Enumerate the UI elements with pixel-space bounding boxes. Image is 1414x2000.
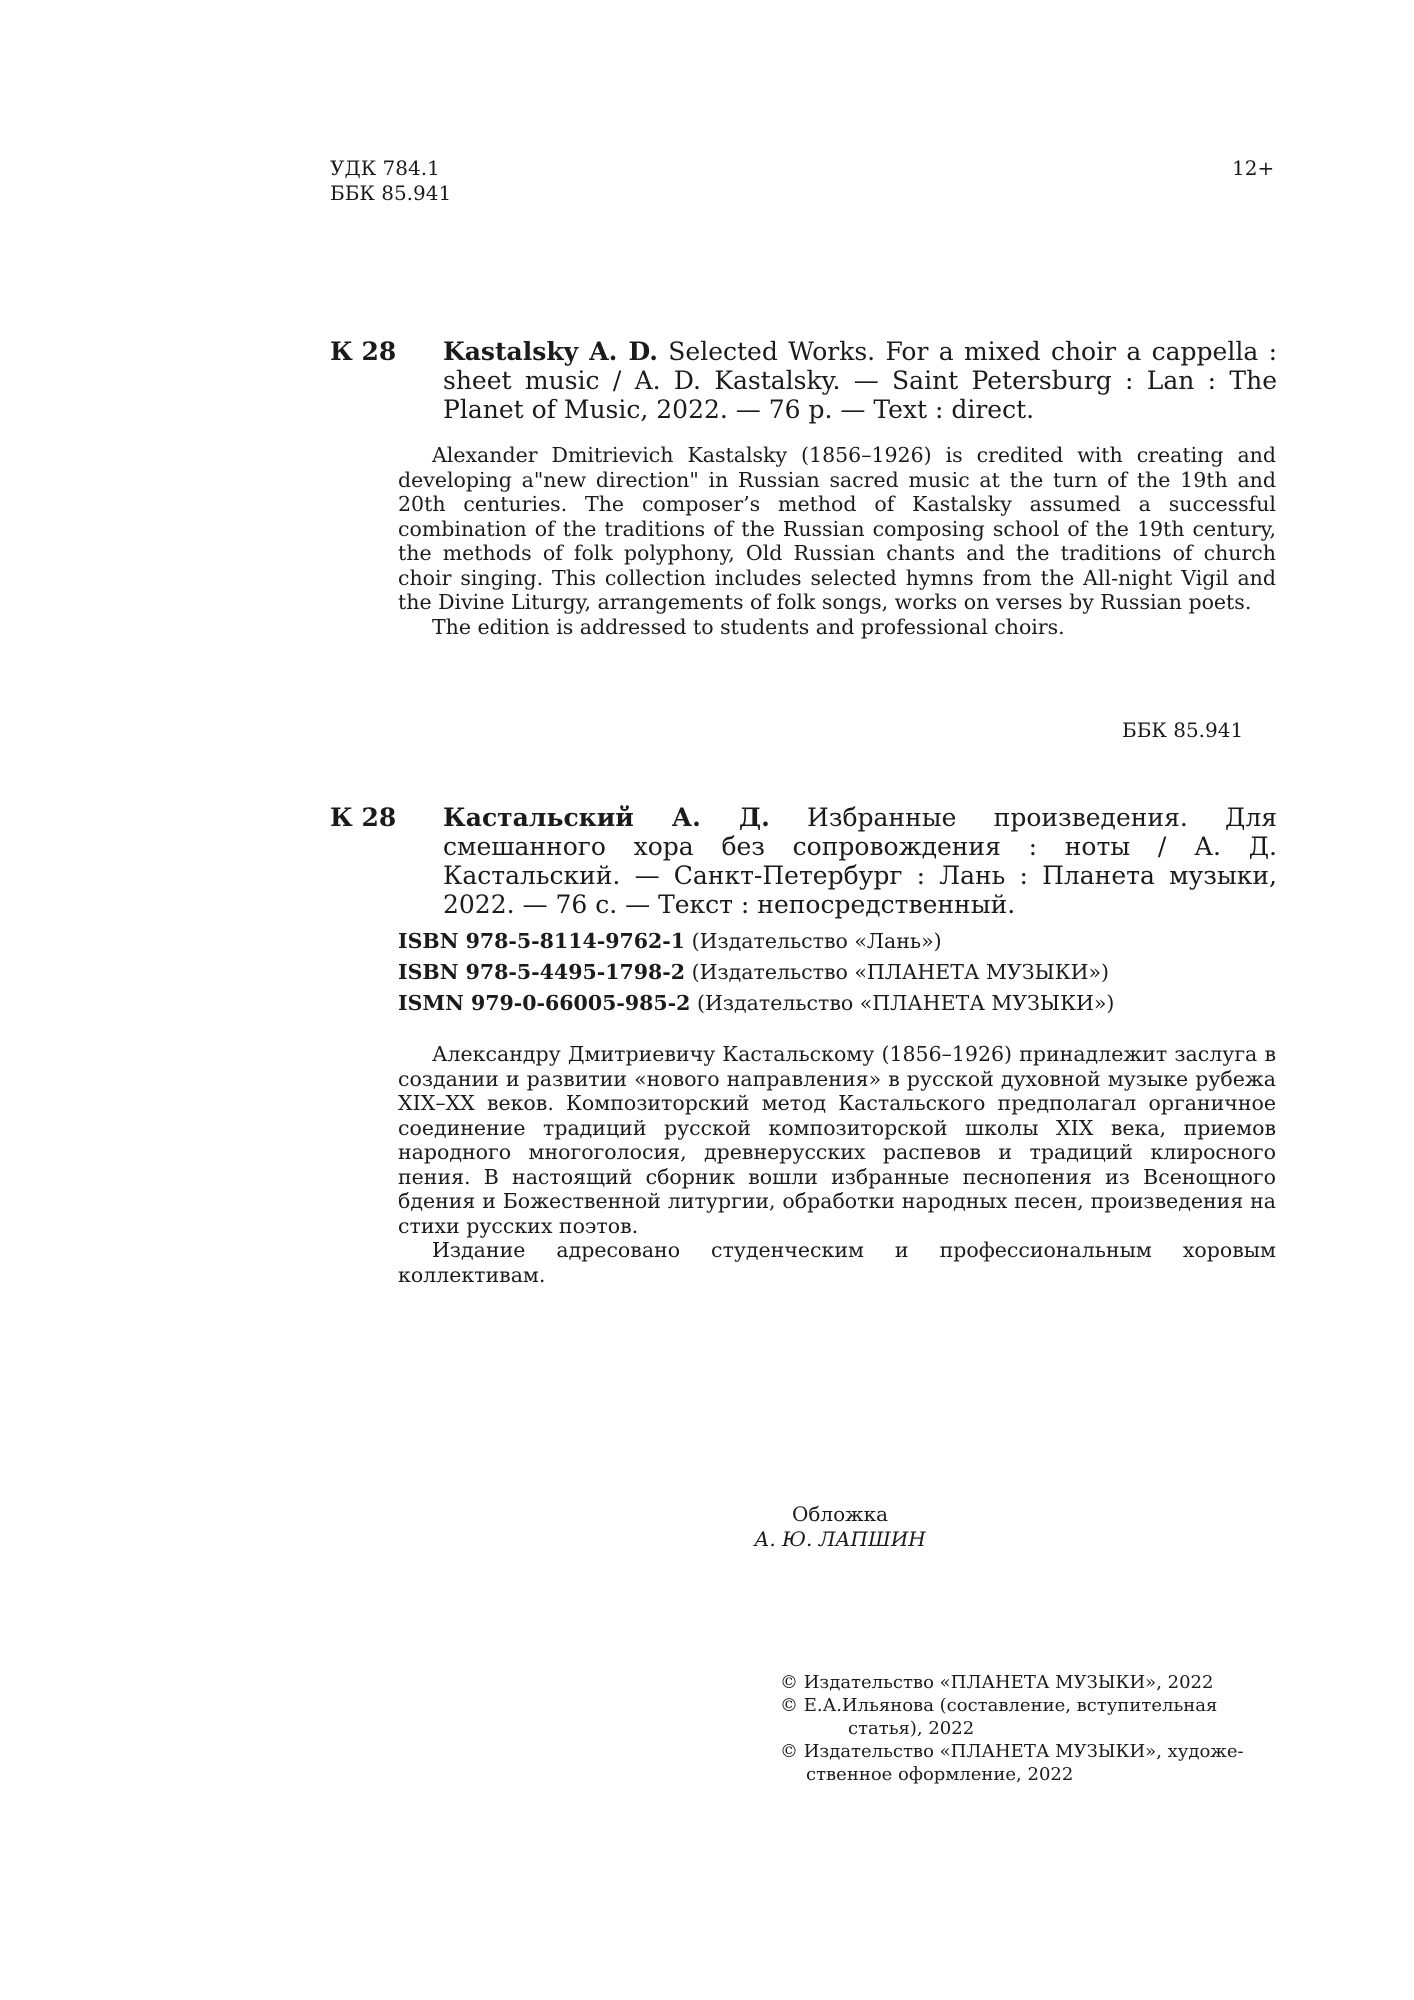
english-entry <box>330 337 1277 424</box>
russian-entry <box>330 803 1277 919</box>
cover-designer: А. Ю. ЛАПШИН <box>754 1527 926 1551</box>
isbn-publisher: (Издательство «Лань») <box>691 929 942 953</box>
bbk-right: ББК 85.941 <box>1122 718 1244 742</box>
russian-abstract-block <box>398 1042 1276 1287</box>
isbn-line <box>398 957 1114 988</box>
russian-audience: Издание адресовано студенческим и профессиональным хоровым коллективам. <box>398 1238 1276 1287</box>
english-audience: The edition is addressed to students and professional choirs. <box>432 614 1065 639</box>
russian-citation <box>443 803 1277 919</box>
english-author: Kastalsky A. D. <box>443 337 658 366</box>
english-abstract-block <box>398 443 1276 639</box>
russian-citation-text: Избранные произведения. Для смешанного хора без сопровождения : ноты / А. Д. Кастальский. — Санкт-Петербург : Лань : Планета музыки, 2022. — 76 с. — Текст : непосредственный. <box>443 803 1278 919</box>
english-abstract: Alexander Dmitrievich Kastalsky (1856–1926) is credited with creating and developing a"new direction" in Russian sacred music at the turn of the 19th and 20th centuries. The composer’s method of Kastalsky assumed a successful combination of the traditions of the Russian composing school of the 19th century, the methods of folk polyphony, Old Russian chants and the traditions of church choir singing. This collection includes selected hymns from the All-night Vigil and the Divine Liturgy, arrangements of folk songs, works on verses by Russian poets. <box>398 443 1276 614</box>
ismn-publisher: (Издательство «ПЛАНЕТА МУЗЫКИ») <box>696 991 1115 1015</box>
copyright-line: © Издательство «ПЛАНЕТА МУЗЫКИ», 2022 <box>780 1672 1214 1693</box>
english-citation-text: Selected Works. For a mixed choir a cappella : sheet music / A. D. Kastalsky. — Saint Petersburg : Lan : The Planet of Music, 2022. — 76 p. — Text : direct. <box>443 337 1277 424</box>
copyright-line-cont: статья), 2022 <box>848 1718 975 1739</box>
cover-credit <box>690 1502 990 1552</box>
entry-code-ru: К 28 <box>330 803 397 832</box>
copyright-line: © Издательство «ПЛАНЕТА МУЗЫКИ», художе- <box>780 1741 1244 1762</box>
copyright-line: © Е.А.Ильянова (составление, вступительная <box>780 1695 1218 1716</box>
udk-code: УДК 784.1 <box>330 156 440 180</box>
ismn-number: ISMN 979-0-66005-985-2 <box>398 991 691 1015</box>
isbn-block <box>398 926 1114 1019</box>
isbn-line <box>398 926 1114 957</box>
entry-code: К 28 <box>330 337 397 366</box>
isbn-publisher: (Издательство «ПЛАНЕТА МУЗЫКИ») <box>691 960 1110 984</box>
russian-author: Кастальский А. Д. <box>443 803 770 832</box>
classification-block <box>330 156 451 206</box>
copyright-line-cont: ственное оформление, 2022 <box>806 1764 1074 1785</box>
isbn-number: ISBN 978-5-8114-9762-1 <box>398 929 686 953</box>
bbk-code: ББК 85.941 <box>330 181 452 205</box>
age-rating: 12+ <box>1232 156 1275 180</box>
ismn-line <box>398 988 1114 1019</box>
cover-label: Обложка <box>791 1502 888 1526</box>
russian-abstract: Александру Дмитриевичу Кастальскому (1856–1926) принадлежит заслуга в создании и развитии «нового направления» в русской духовной музыке рубежа XIX–XX веков. Композиторский метод Кастальского предполагал органичное соединение традиций русской композиторской школы XIX века, приемов народного многоголосия, древнерусских распевов и традиций клиросного пения. В настоящий сборник вошли избранные песнопения из Всенощного бдения и Божественной литургии, обработки народных песен, произведения на стихи русских поэтов. <box>398 1042 1276 1238</box>
isbn-number: ISBN 978-5-4495-1798-2 <box>398 960 686 984</box>
copyright-block <box>780 1671 1280 1786</box>
english-citation <box>443 337 1277 424</box>
